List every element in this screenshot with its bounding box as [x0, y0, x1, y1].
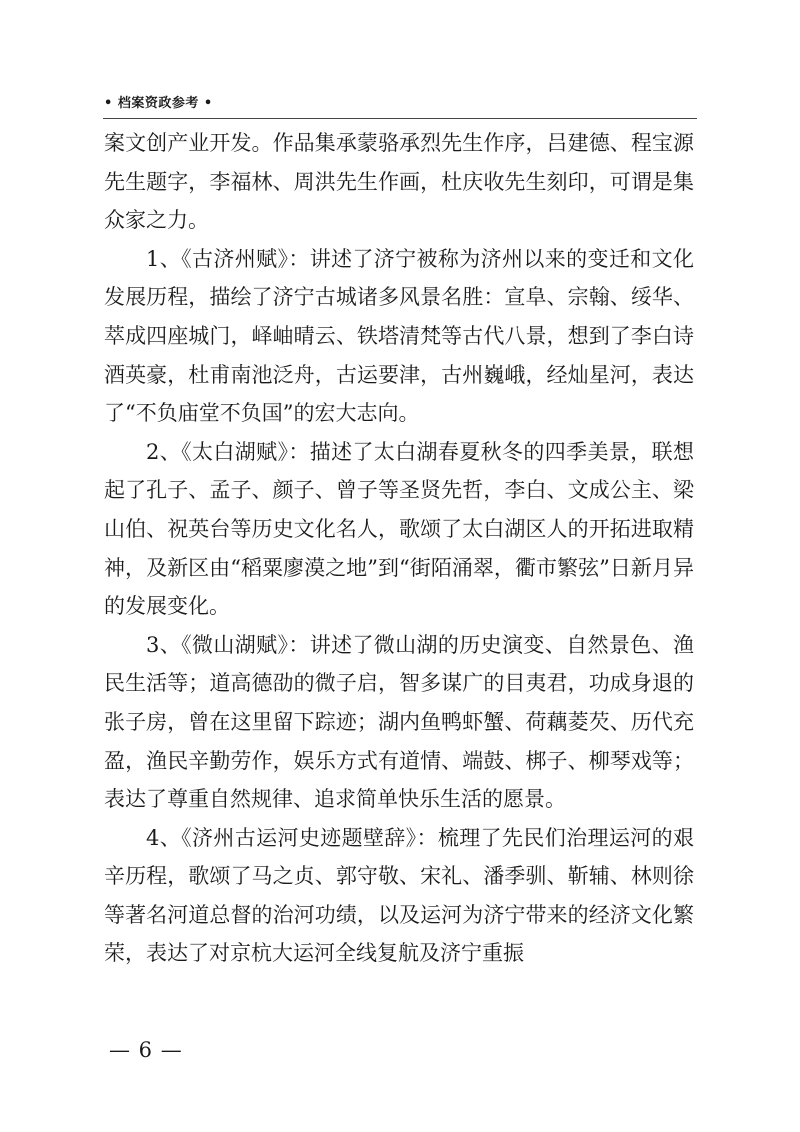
page-number: — 6 —: [109, 1038, 183, 1062]
paragraph-weishan-hu-fu: 3、《微山湖赋》：讲述了微山湖的历史演变、自然景色、渔民生活等；道高德劭的微子启，智多谋广的目夷君，功成身退的张子房，曾在这里留下踪迹；湖内鱼鸭虾蟹、荷藕菱芡、历代充盈，渔民辛勤劳作，娱乐方式有道情、端鼓、梆子、柳琴戏等；表达了尊重自然规律、追求简单快乐生活的愿景。: [104, 632, 694, 812]
running-header: • 档案资政参考 •: [104, 96, 213, 111]
paragraph-taibai-hu-fu: 2、《太白湖赋》：描述了太白湖春夏秋冬的四季美景，联想起了孔子、孟子、颜子、曾子等圣贤先哲，李白、文成公主、梁山伯、祝英台等历史文化名人，歌颂了太白湖区人的开拓进取精神，及新区由“稻粟廖漠之地”到“街陌涌翠，衢市繁弦”日新月异的发展变化。: [104, 439, 694, 619]
paragraph-gu-jizhou-fu: 1、《古济州赋》：讲述了济宁被称为济州以来的变迁和文化发展历程，描绘了济宁古城诸多风景名胜：宣阜、宗翰、绥华、萃成四座城门，峄岫晴云、铁塔清梵等古代八景，想到了李白诗酒英豪，杜甫南池泛舟，古运要津，古州巍峨，经灿星河，表达了“不负庙堂不负国”的宏大志向。: [104, 246, 694, 426]
paragraph-grand-canal-inscription: 4、《济州古运河史迹题壁辞》：梳理了先民们治理运河的艰辛历程，歌颂了马之贞、郭守敬、宋礼、潘季驯、靳辅、林则徐等著名河道总督的治河功绩，以及运河为济宁带来的经济文化繁荣，表达了对京杭大运河全线复航及济宁重振: [104, 825, 694, 966]
document-body: [104, 124, 694, 973]
paragraph-continuation: 案文创产业开发。作品集承蒙骆承烈先生作序，吕建德、程宝源先生题字，李福林、周洪先生作画，杜庆收先生刻印，可谓是集众家之力。: [104, 131, 694, 233]
header-divider: [103, 118, 697, 119]
